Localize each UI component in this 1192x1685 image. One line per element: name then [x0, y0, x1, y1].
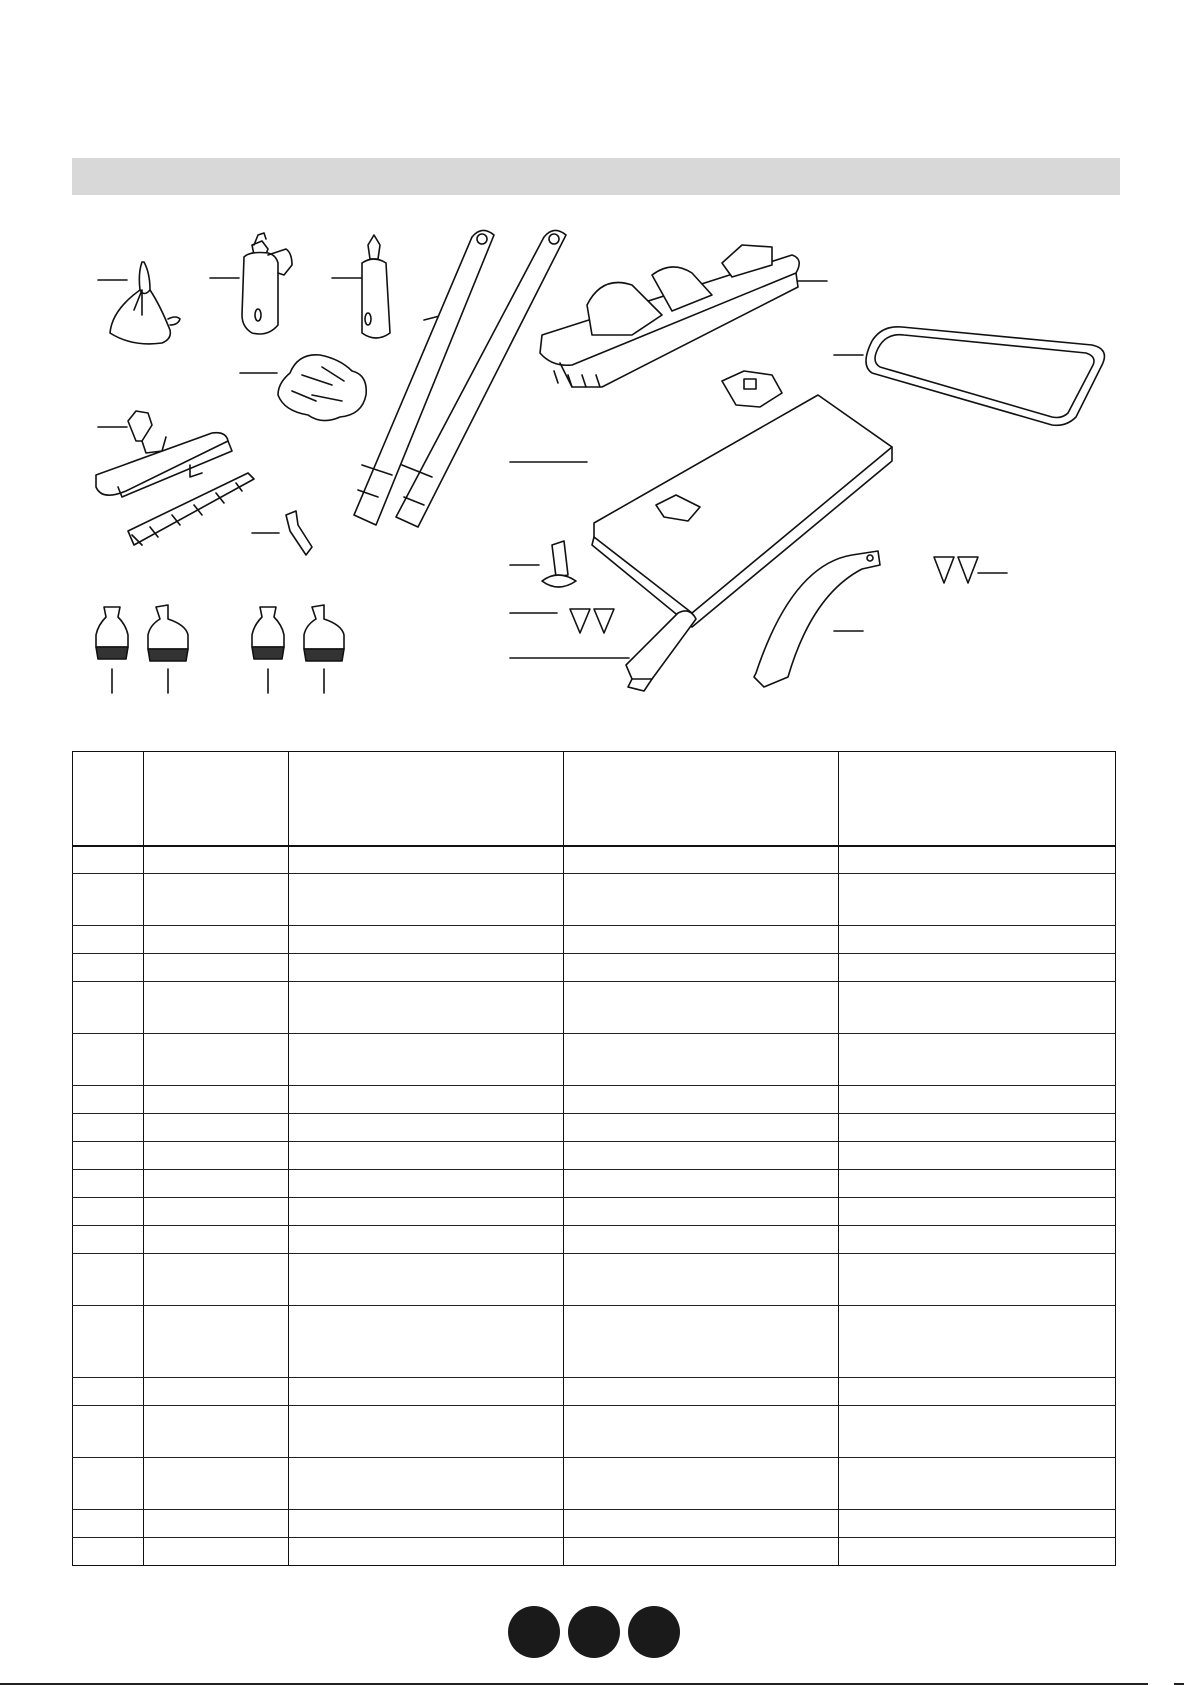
table-cell	[289, 1458, 564, 1510]
table-cell	[564, 1406, 839, 1458]
table-cell	[144, 982, 289, 1034]
table-row	[73, 954, 1116, 982]
table-cell	[564, 1254, 839, 1306]
table-row	[73, 1406, 1116, 1458]
table-row	[73, 846, 1116, 874]
table-cell	[73, 1114, 144, 1142]
table-row	[73, 874, 1116, 926]
table-row	[73, 1034, 1116, 1086]
table-cell	[564, 874, 839, 926]
table-cell	[73, 1458, 144, 1510]
angled-nozzle-part	[252, 511, 312, 555]
table-cell	[839, 1114, 1116, 1142]
table-cell	[839, 1198, 1116, 1226]
table-cell	[564, 1170, 839, 1198]
table-cell	[289, 1114, 564, 1142]
support-arm-part	[754, 551, 880, 687]
table-cell	[564, 1510, 839, 1538]
table-row	[73, 982, 1116, 1034]
header-cell-part	[144, 752, 289, 846]
table-row	[73, 1198, 1116, 1226]
table-cell	[73, 1538, 144, 1566]
table-row	[73, 926, 1116, 954]
table-cell	[289, 1378, 564, 1406]
table-cell	[144, 1086, 289, 1114]
table-cell	[839, 874, 1116, 926]
table-cell	[839, 1510, 1116, 1538]
table-cell	[839, 1034, 1116, 1086]
table-cell	[839, 1226, 1116, 1254]
table-cell	[144, 1034, 289, 1086]
table-cell	[289, 982, 564, 1034]
descaling-adapter-part	[210, 233, 292, 334]
table-cell	[144, 1142, 289, 1170]
round-brushes-part	[96, 605, 344, 693]
table-cell	[564, 982, 839, 1034]
table-cell	[289, 1406, 564, 1458]
table-cell	[839, 1142, 1116, 1170]
table-cell	[564, 846, 839, 874]
window-cleaner-part	[96, 411, 232, 497]
large-cloth-part	[834, 327, 1104, 426]
table-cell	[73, 1226, 144, 1254]
table-cell	[289, 1170, 564, 1198]
table-cell	[839, 954, 1116, 982]
accessories-illustration	[72, 215, 1120, 720]
table-cell	[73, 874, 144, 926]
microfibre-cloth-part	[240, 355, 366, 421]
table-cell	[289, 1510, 564, 1538]
header-cell-col3	[289, 752, 564, 846]
table-header-row	[73, 752, 1116, 846]
table-cell	[73, 926, 144, 954]
table-cell	[564, 926, 839, 954]
table-cell	[289, 1142, 564, 1170]
table-cell	[289, 874, 564, 926]
table-cell	[144, 1170, 289, 1198]
table-cell	[144, 1226, 289, 1254]
table-cell	[839, 1378, 1116, 1406]
table-cell	[564, 1458, 839, 1510]
table-cell	[73, 1034, 144, 1086]
table-cell	[564, 1198, 839, 1226]
table-cell	[839, 926, 1116, 954]
table-cell	[144, 1378, 289, 1406]
table-cell	[73, 1254, 144, 1306]
table-cell	[144, 1538, 289, 1566]
table-cell	[144, 954, 289, 982]
table-cell	[73, 982, 144, 1034]
table-cell	[564, 1226, 839, 1254]
table-cell	[564, 1086, 839, 1114]
table-cell	[564, 1034, 839, 1086]
table-body	[73, 846, 1116, 1566]
table-cell	[144, 1306, 289, 1378]
table-cell	[73, 1378, 144, 1406]
water-bottle-part	[332, 235, 390, 338]
table-row	[73, 1510, 1116, 1538]
header-cell-number	[73, 752, 144, 846]
table-cell	[73, 1198, 144, 1226]
footer-dot	[568, 1606, 620, 1658]
table-row	[73, 1142, 1116, 1170]
table-cell	[73, 1170, 144, 1198]
floor-brush-part	[540, 245, 827, 387]
footer-dot	[628, 1606, 680, 1658]
funnel-part	[98, 262, 180, 344]
table-cell	[144, 1458, 289, 1510]
table-cell	[73, 1306, 144, 1378]
screws-left-part	[510, 609, 614, 633]
table-row	[73, 1378, 1116, 1406]
table-cell	[289, 954, 564, 982]
table-cell	[289, 1254, 564, 1306]
table-cell	[73, 1142, 144, 1170]
table-cell	[144, 926, 289, 954]
table-cell	[289, 1226, 564, 1254]
table-cell	[73, 1086, 144, 1114]
table-cell	[839, 1254, 1116, 1306]
table-cell	[144, 1254, 289, 1306]
table-cell	[289, 846, 564, 874]
table-cell	[839, 846, 1116, 874]
table-cell	[144, 1510, 289, 1538]
table-cell	[564, 1378, 839, 1406]
table-row	[73, 1226, 1116, 1254]
table-cell	[839, 1406, 1116, 1458]
table-cell	[564, 1142, 839, 1170]
table-cell	[73, 1406, 144, 1458]
table-cell	[289, 1538, 564, 1566]
table-row	[73, 1306, 1116, 1378]
table-cell	[289, 1086, 564, 1114]
table-cell	[144, 874, 289, 926]
table-cell	[564, 1114, 839, 1142]
table-cell	[839, 982, 1116, 1034]
table-cell	[289, 926, 564, 954]
screws-right-part	[934, 557, 1007, 583]
swivel-connector-part	[510, 541, 576, 587]
table-row	[73, 1538, 1116, 1566]
table-cell	[564, 1538, 839, 1566]
header-cell-col4	[564, 752, 839, 846]
table-cell	[839, 1086, 1116, 1114]
table-cell	[839, 1538, 1116, 1566]
table-row	[73, 1170, 1116, 1198]
section-header-band	[72, 158, 1120, 195]
table-cell	[289, 1198, 564, 1226]
table-row	[73, 1254, 1116, 1306]
table-cell	[289, 1034, 564, 1086]
table-row	[73, 1114, 1116, 1142]
table-cell	[144, 846, 289, 874]
table-cell	[144, 1406, 289, 1458]
footer-dot	[508, 1606, 560, 1658]
table-cell	[144, 1198, 289, 1226]
table-cell	[73, 1510, 144, 1538]
table-cell	[564, 954, 839, 982]
table-row	[73, 1086, 1116, 1114]
table-row	[73, 1458, 1116, 1510]
table-cell	[839, 1458, 1116, 1510]
header-cell-col5	[839, 752, 1116, 846]
table-cell	[289, 1306, 564, 1378]
parts-table	[72, 751, 1116, 1566]
table-cell	[144, 1114, 289, 1142]
table-cell	[73, 846, 144, 874]
table-cell	[73, 954, 144, 982]
table-cell	[839, 1170, 1116, 1198]
table-cell	[564, 1306, 839, 1378]
footer-dots	[508, 1606, 684, 1660]
table-cell	[839, 1306, 1116, 1378]
